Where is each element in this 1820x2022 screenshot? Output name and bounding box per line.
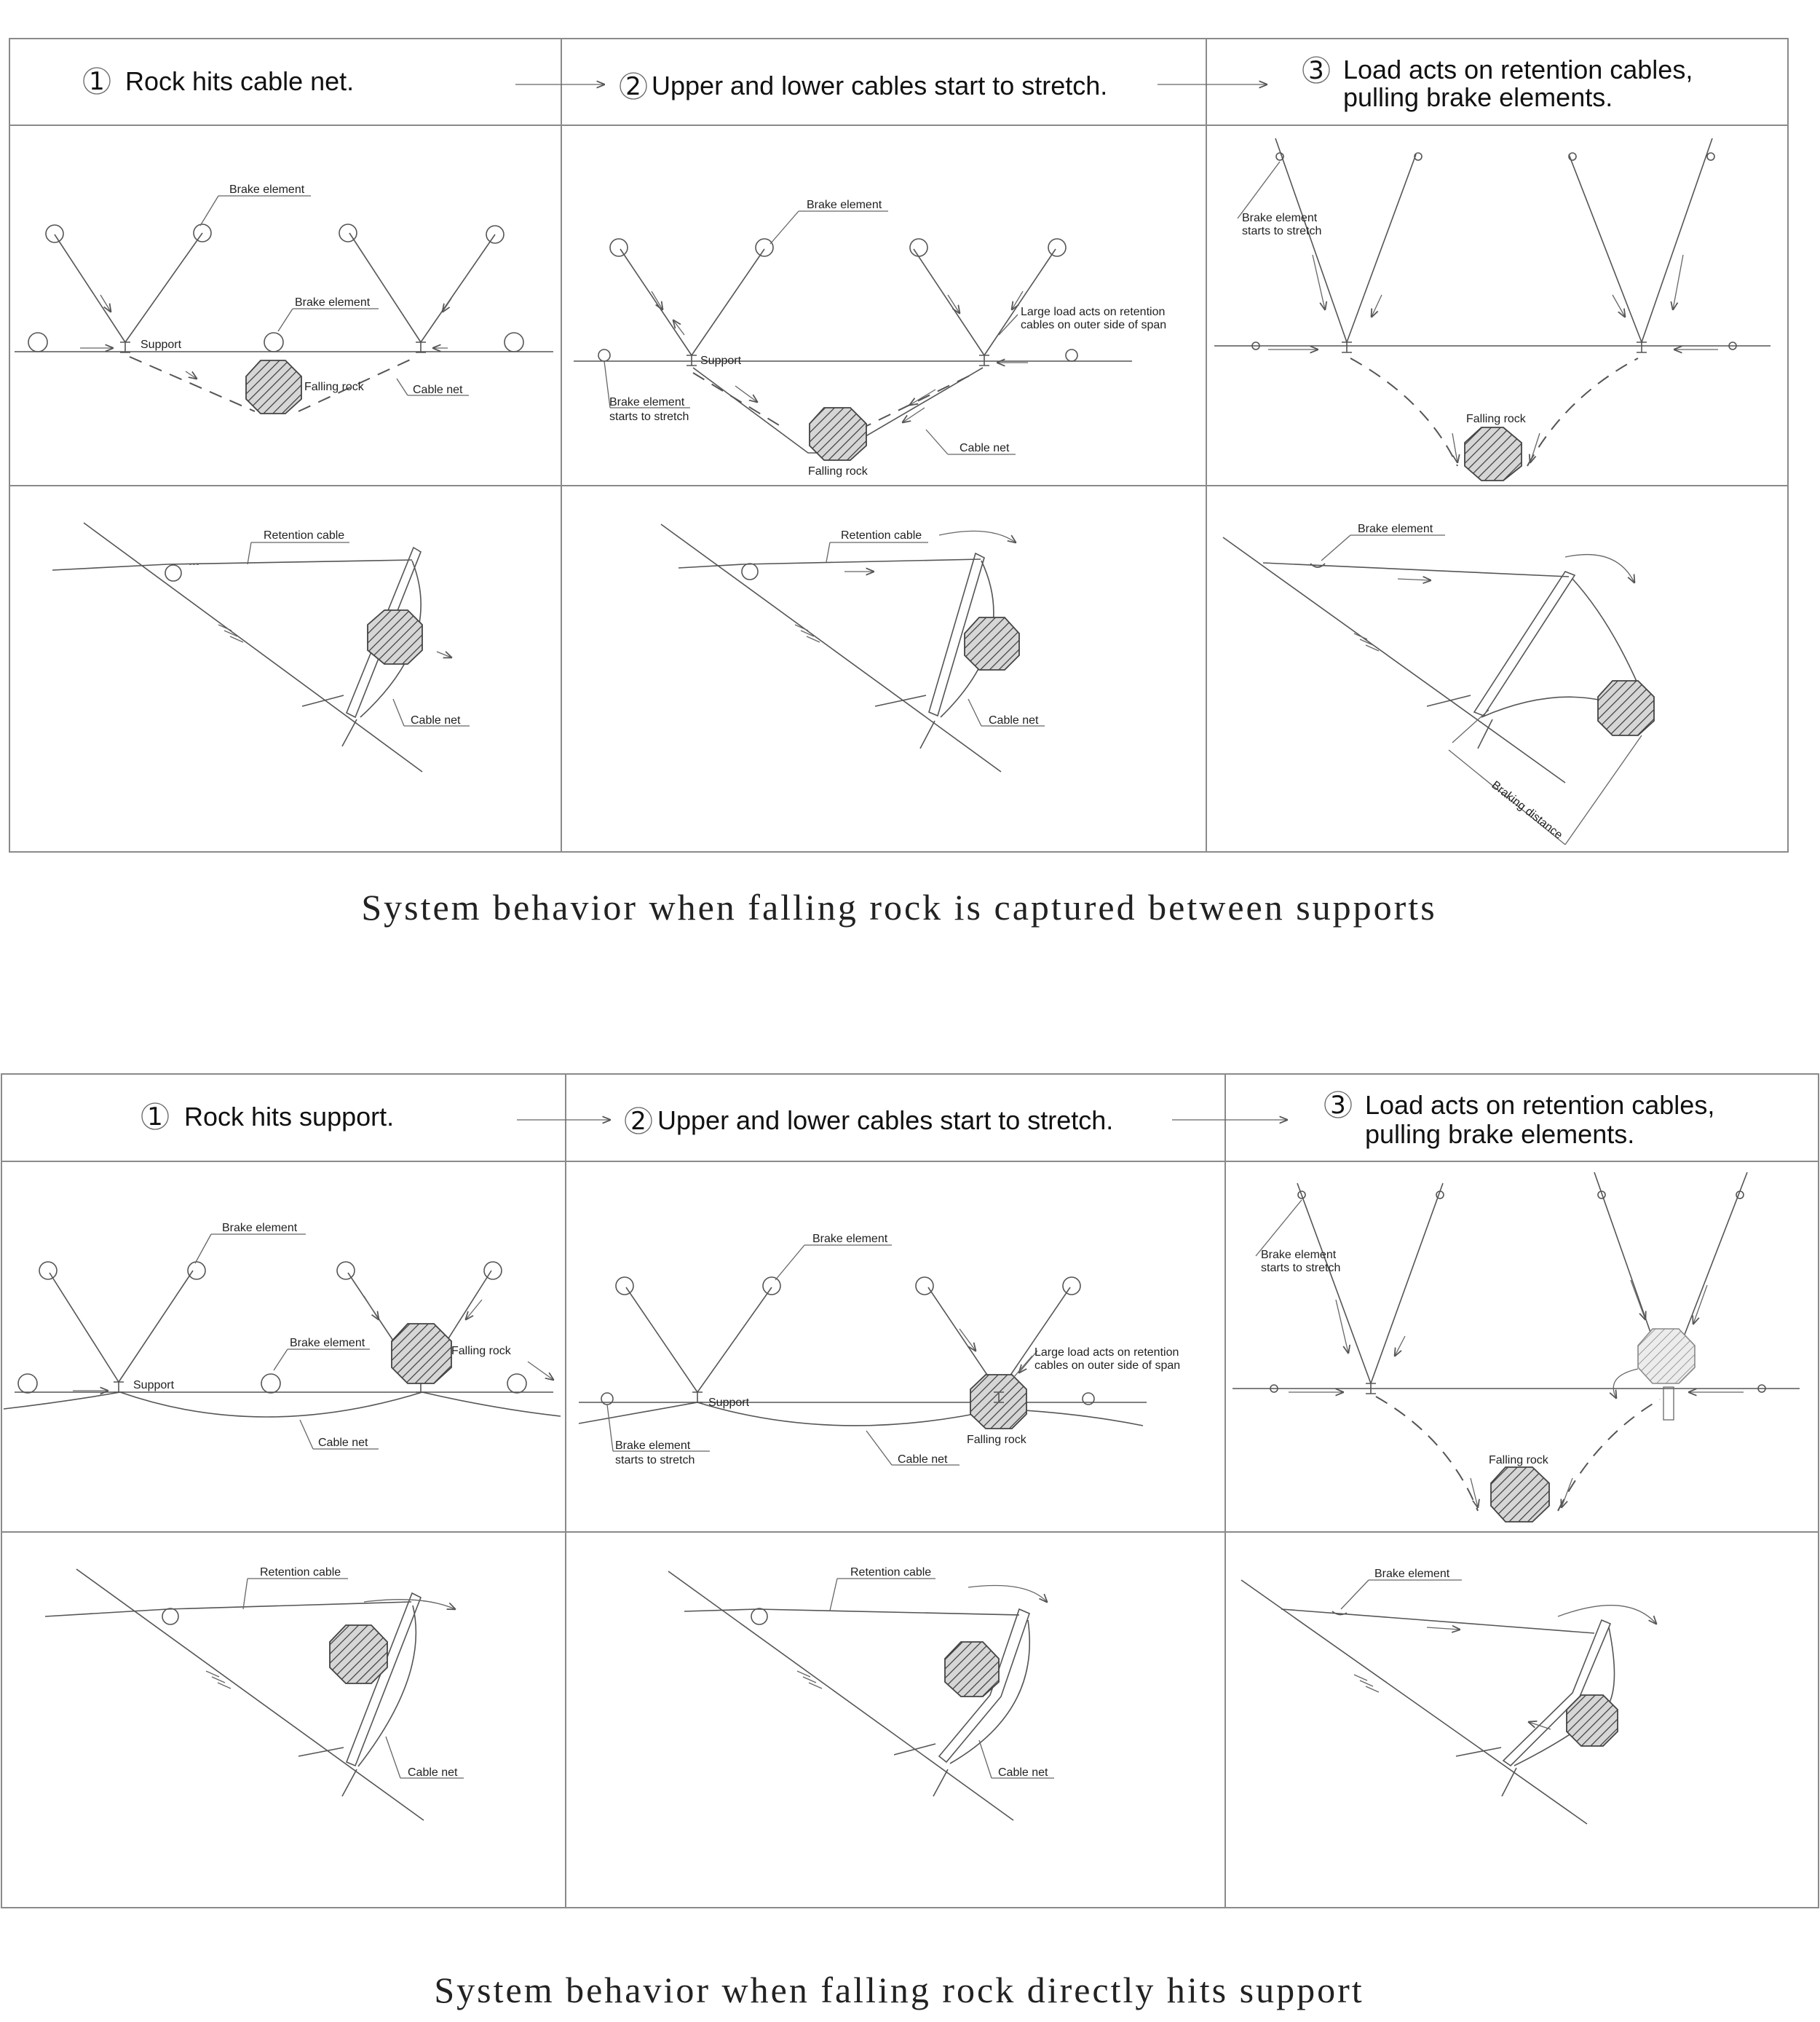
cable-net-deflected bbox=[1558, 1399, 1660, 1511]
step-number: 1 bbox=[147, 1102, 163, 1132]
step-number: 2 bbox=[630, 1107, 646, 1136]
step-number: 3 bbox=[1308, 56, 1324, 85]
support-post bbox=[114, 1382, 124, 1392]
leader-line bbox=[1238, 162, 1280, 218]
rotation-arrow bbox=[939, 531, 1016, 542]
cable-net-deflected bbox=[130, 357, 255, 411]
step-3-header bbox=[1303, 55, 1693, 112]
label-brake-element: Brake element bbox=[295, 296, 371, 309]
brake-coil bbox=[264, 333, 283, 352]
label-cable-net: Cable net bbox=[408, 1766, 458, 1779]
leader-line bbox=[393, 699, 404, 726]
label-large-load: Large load acts on retention bbox=[1034, 1346, 1179, 1359]
leader-line bbox=[607, 1405, 613, 1451]
anchor-point bbox=[598, 349, 610, 361]
leader-line bbox=[243, 1579, 248, 1609]
falling-rock-displaced bbox=[1638, 1329, 1695, 1383]
falling-rock bbox=[1598, 681, 1654, 735]
retention-cable bbox=[349, 233, 421, 342]
label-large-load-line2: cables on outer side of span bbox=[1034, 1359, 1181, 1372]
brake-coil bbox=[18, 1374, 37, 1393]
cable-net bbox=[4, 1392, 561, 1417]
force-arrow bbox=[364, 1296, 379, 1319]
panel-3-plan bbox=[1214, 138, 1770, 481]
leader-line bbox=[1321, 535, 1350, 561]
base-line bbox=[1456, 1747, 1501, 1756]
leader-line bbox=[1341, 1580, 1369, 1609]
anchor-ring bbox=[1063, 1277, 1080, 1295]
base-line bbox=[298, 1747, 344, 1756]
falling-rock bbox=[330, 1625, 387, 1683]
force-arrow bbox=[1395, 1336, 1405, 1356]
force-arrow bbox=[1562, 1478, 1572, 1507]
leader-line bbox=[195, 1234, 211, 1263]
section-captured-between-supports bbox=[9, 39, 1788, 928]
panel-3-plan bbox=[1233, 1172, 1800, 1522]
cable-net-deflected bbox=[1376, 1397, 1478, 1511]
force-arrow bbox=[1336, 1300, 1348, 1353]
panel-2-section bbox=[661, 524, 1045, 772]
label-falling-rock: Falling rock bbox=[451, 1345, 511, 1357]
retention-cable bbox=[52, 564, 167, 570]
force-arrow bbox=[466, 1300, 482, 1319]
retention-cable bbox=[45, 1609, 167, 1616]
brake-element bbox=[1332, 1611, 1347, 1615]
base-line bbox=[875, 695, 926, 706]
panel-2-section bbox=[668, 1566, 1054, 1820]
falling-rock bbox=[965, 617, 1019, 670]
leader-line bbox=[248, 542, 251, 564]
brake-coil bbox=[751, 1608, 767, 1624]
force-arrow bbox=[1471, 1478, 1478, 1507]
leader-line bbox=[397, 379, 408, 395]
label-brake-element: Brake element bbox=[290, 1337, 365, 1349]
label-falling-rock: Falling rock bbox=[967, 1434, 1026, 1446]
force-arrow bbox=[1673, 255, 1683, 309]
step-title: Upper and lower cables start to stretch. bbox=[657, 1105, 1114, 1135]
panel-1-plan bbox=[4, 1222, 561, 1449]
label-cable-net: Cable net bbox=[989, 714, 1039, 727]
slope-hatch bbox=[795, 625, 820, 642]
anchor-ring bbox=[46, 225, 63, 242]
retention-cable bbox=[678, 564, 743, 568]
force-arrow bbox=[903, 408, 925, 422]
force-arrow bbox=[652, 291, 662, 309]
leader-line bbox=[200, 196, 218, 226]
retention-cable bbox=[125, 233, 202, 342]
base-line bbox=[894, 1744, 935, 1755]
force-arrow bbox=[1530, 433, 1540, 462]
retention-cable bbox=[984, 249, 1056, 355]
rotation-arrow bbox=[1613, 1369, 1638, 1398]
label-support: Support bbox=[133, 1379, 175, 1391]
label-brake-element: Brake element bbox=[229, 183, 305, 196]
step-title: Load acts on retention cables, bbox=[1343, 55, 1693, 84]
cable-net-deflected bbox=[1350, 358, 1457, 466]
falling-rock bbox=[1491, 1467, 1549, 1522]
cable-net-deflected bbox=[1527, 358, 1638, 466]
retention-cable bbox=[697, 1287, 772, 1392]
support-post bbox=[416, 342, 426, 352]
label-cable-net: Cable net bbox=[898, 1453, 948, 1466]
rotation-arrow bbox=[1558, 1606, 1656, 1624]
section-hits-support bbox=[1, 1074, 1819, 2010]
anchor-ring bbox=[910, 239, 927, 256]
base-line bbox=[1478, 719, 1492, 749]
leader-line bbox=[278, 309, 293, 331]
brake-coil bbox=[28, 333, 47, 352]
label-brake-stretch: Brake element bbox=[1242, 212, 1318, 224]
falling-rock bbox=[392, 1324, 451, 1383]
leader-line bbox=[1256, 1200, 1302, 1256]
rotation-arrow bbox=[968, 1586, 1047, 1603]
label-falling-rock: Falling rock bbox=[1489, 1454, 1548, 1466]
anchor-ring bbox=[339, 224, 357, 242]
anchor-ring bbox=[39, 1262, 57, 1279]
base-line bbox=[1427, 695, 1471, 706]
label-retention-cable: Retention cable bbox=[260, 1566, 341, 1579]
brake-coil bbox=[162, 1608, 178, 1624]
force-arrow bbox=[100, 295, 111, 312]
leader-line bbox=[979, 1740, 992, 1778]
support-post bbox=[692, 1392, 703, 1402]
step-2-header bbox=[625, 1105, 1113, 1136]
retention-cable bbox=[1297, 1183, 1371, 1383]
retention-cable bbox=[119, 1271, 193, 1382]
slope-hatch bbox=[1354, 1675, 1379, 1692]
step-1-header bbox=[84, 66, 354, 96]
retention-cable bbox=[167, 560, 412, 564]
support-post bbox=[979, 355, 989, 366]
label-cable-net: Cable net bbox=[318, 1437, 368, 1449]
falling-rock bbox=[368, 610, 422, 664]
falling-rock bbox=[246, 360, 301, 414]
panel-3-section bbox=[1241, 1568, 1656, 1824]
rotation-arrow bbox=[1565, 555, 1634, 582]
leader-line bbox=[968, 699, 981, 726]
leader-line bbox=[866, 1431, 892, 1465]
force-arrow bbox=[437, 652, 451, 657]
anchor-point bbox=[1066, 349, 1077, 361]
support-post bbox=[687, 355, 697, 366]
anchor-ring bbox=[1048, 239, 1066, 256]
panel-1-plan bbox=[15, 183, 553, 414]
anchor-ring bbox=[337, 1262, 355, 1279]
support-post bbox=[1342, 342, 1352, 352]
base-line bbox=[342, 1769, 357, 1796]
force-arrow bbox=[1372, 295, 1382, 317]
base-line bbox=[933, 1769, 948, 1796]
leader-line bbox=[999, 315, 1018, 335]
retention-cable bbox=[1263, 563, 1569, 577]
slope-hatch bbox=[218, 625, 243, 642]
slope-hatch bbox=[206, 1671, 231, 1689]
force-arrow bbox=[1529, 1722, 1551, 1729]
anchor-ring bbox=[616, 1277, 633, 1295]
retention-cable bbox=[692, 249, 764, 355]
label-falling-rock: Falling rock bbox=[304, 381, 364, 393]
retention-cable bbox=[1642, 138, 1712, 342]
braking-distance-dimension bbox=[1565, 735, 1642, 845]
label-brake-stretch-line2: starts to stretch bbox=[609, 411, 689, 423]
step-title: Rock hits cable net. bbox=[125, 66, 355, 96]
label-large-load-line2: cables on outer side of span bbox=[1021, 319, 1167, 331]
anchor-ring bbox=[484, 1262, 502, 1279]
retention-cable bbox=[1371, 1183, 1443, 1383]
step-title-line2: pulling brake elements. bbox=[1343, 82, 1613, 112]
force-arrow bbox=[735, 386, 757, 402]
force-arrow bbox=[528, 1362, 553, 1380]
label-brake-stretch: Brake element bbox=[609, 396, 685, 408]
label-support: Support bbox=[700, 355, 742, 367]
retention-cable bbox=[1281, 1609, 1594, 1633]
label-brake-stretch: Brake element bbox=[1261, 1249, 1337, 1261]
retention-cable bbox=[626, 1287, 697, 1392]
label-cable-net: Cable net bbox=[411, 714, 461, 727]
falling-rock bbox=[1567, 1695, 1618, 1746]
slope-line bbox=[661, 524, 1001, 772]
leader-line bbox=[830, 1579, 837, 1611]
force-arrow bbox=[443, 299, 451, 312]
anchor-ring bbox=[916, 1277, 933, 1295]
step-number: 3 bbox=[1330, 1091, 1346, 1120]
label-brake-stretch-line2: starts to stretch bbox=[1261, 1262, 1341, 1274]
retention-cable bbox=[50, 1273, 119, 1382]
cable-net-deflected bbox=[693, 373, 786, 430]
label-falling-rock: Falling rock bbox=[808, 465, 868, 478]
force-arrow bbox=[1452, 433, 1457, 462]
anchor-ring bbox=[756, 239, 773, 256]
retention-cable bbox=[1347, 154, 1416, 342]
support-post bbox=[120, 342, 130, 352]
section-caption: System behavior when falling rock directly hits support bbox=[434, 1970, 1364, 2010]
label-braking-distance: Braking distance bbox=[1489, 778, 1565, 842]
brake-coil bbox=[261, 1374, 280, 1393]
slope-line bbox=[1241, 1580, 1587, 1824]
label-cable-net: Cable net bbox=[413, 384, 463, 396]
label-cable-net: Cable net bbox=[960, 442, 1010, 454]
force-arrow bbox=[1427, 1627, 1460, 1630]
force-arrow bbox=[186, 371, 197, 379]
brake-coil bbox=[165, 565, 181, 581]
step-1-header bbox=[142, 1102, 394, 1132]
anchor-ring bbox=[188, 1262, 205, 1279]
falling-rock bbox=[945, 1642, 999, 1697]
label-brake-stretch-line2: starts to stretch bbox=[1242, 225, 1322, 237]
force-arrow bbox=[960, 1329, 976, 1351]
label-brake-element: Brake element bbox=[222, 1222, 298, 1234]
brake-coil bbox=[742, 564, 758, 580]
brake-coil bbox=[507, 1374, 526, 1393]
panel-2-plan bbox=[579, 1233, 1180, 1466]
retention-cable bbox=[1569, 154, 1642, 342]
label-brake-element: Brake element bbox=[1374, 1568, 1450, 1580]
step-title: Upper and lower cables start to stretch. bbox=[652, 71, 1108, 100]
leader-line bbox=[826, 542, 830, 562]
label-brake-stretch: Brake element bbox=[615, 1440, 691, 1452]
panel-1-section bbox=[52, 523, 470, 772]
step-title-line2: pulling brake elements. bbox=[1365, 1119, 1635, 1149]
retention-cable bbox=[1275, 138, 1347, 342]
label-support: Support bbox=[708, 1397, 750, 1409]
anchor-ring bbox=[763, 1277, 780, 1295]
step-title: Rock hits support. bbox=[184, 1102, 395, 1132]
falling-rock bbox=[1465, 427, 1522, 481]
step-number: 2 bbox=[625, 72, 641, 101]
label-large-load: Large load acts on retention bbox=[1021, 306, 1166, 318]
panel-1-section bbox=[45, 1566, 464, 1820]
anchor-point bbox=[1707, 153, 1714, 160]
brake-coil bbox=[505, 333, 523, 352]
label-retention-cable: Retention cable bbox=[841, 529, 922, 542]
base-line bbox=[342, 719, 357, 746]
force-arrow bbox=[673, 320, 684, 335]
retention-cable bbox=[167, 1602, 411, 1609]
anchor-ring bbox=[610, 239, 628, 256]
leader-line bbox=[775, 1245, 804, 1280]
label-cable-net: Cable net bbox=[998, 1766, 1048, 1779]
leader-line bbox=[300, 1420, 313, 1449]
section-caption: System behavior when falling rock is captured between supports bbox=[361, 887, 1437, 928]
cable-net bbox=[1572, 579, 1638, 684]
force-arrow bbox=[1693, 1285, 1707, 1324]
leader-line bbox=[770, 211, 799, 244]
label-brake-stretch-line2: starts to stretch bbox=[615, 1454, 695, 1466]
retention-cable bbox=[743, 559, 981, 564]
leader-line bbox=[926, 430, 948, 454]
retention-cable bbox=[757, 1609, 1019, 1615]
panel-2-plan bbox=[574, 199, 1166, 478]
cable-net-deflected bbox=[859, 373, 976, 430]
label-brake-element: Brake element bbox=[807, 199, 882, 211]
panel-3-section bbox=[1223, 523, 1654, 845]
label-brake-element: Brake element bbox=[1358, 523, 1433, 535]
force-arrow bbox=[1613, 295, 1625, 317]
retention-cable bbox=[620, 249, 692, 355]
leader-line bbox=[386, 1737, 400, 1778]
label-brake-element: Brake element bbox=[812, 1233, 888, 1245]
step-3-header bbox=[1325, 1090, 1714, 1149]
retention-cable bbox=[55, 234, 125, 342]
support-post-displaced bbox=[1663, 1387, 1674, 1420]
falling-rock bbox=[810, 408, 866, 460]
base-line bbox=[920, 721, 935, 749]
base-line bbox=[1502, 1768, 1516, 1796]
force-arrow bbox=[1631, 1280, 1645, 1319]
retention-cable bbox=[421, 234, 495, 342]
cable-net bbox=[579, 1402, 1143, 1426]
leader-line bbox=[274, 1349, 288, 1370]
slope-hatch bbox=[1354, 633, 1379, 651]
base-line bbox=[302, 695, 344, 706]
step-2-header bbox=[620, 71, 1107, 101]
label-support: Support bbox=[141, 339, 182, 351]
force-arrow bbox=[1398, 579, 1431, 580]
retention-cable bbox=[914, 249, 984, 355]
label-retention-cable: Retention cable bbox=[264, 529, 345, 542]
label-retention-cable: Retention cable bbox=[850, 1566, 932, 1579]
post bbox=[1474, 572, 1575, 716]
step-title: Load acts on retention cables, bbox=[1365, 1090, 1715, 1120]
step-number: 1 bbox=[89, 67, 105, 96]
support-post bbox=[1637, 342, 1647, 352]
label-falling-rock: Falling rock bbox=[1466, 413, 1526, 425]
